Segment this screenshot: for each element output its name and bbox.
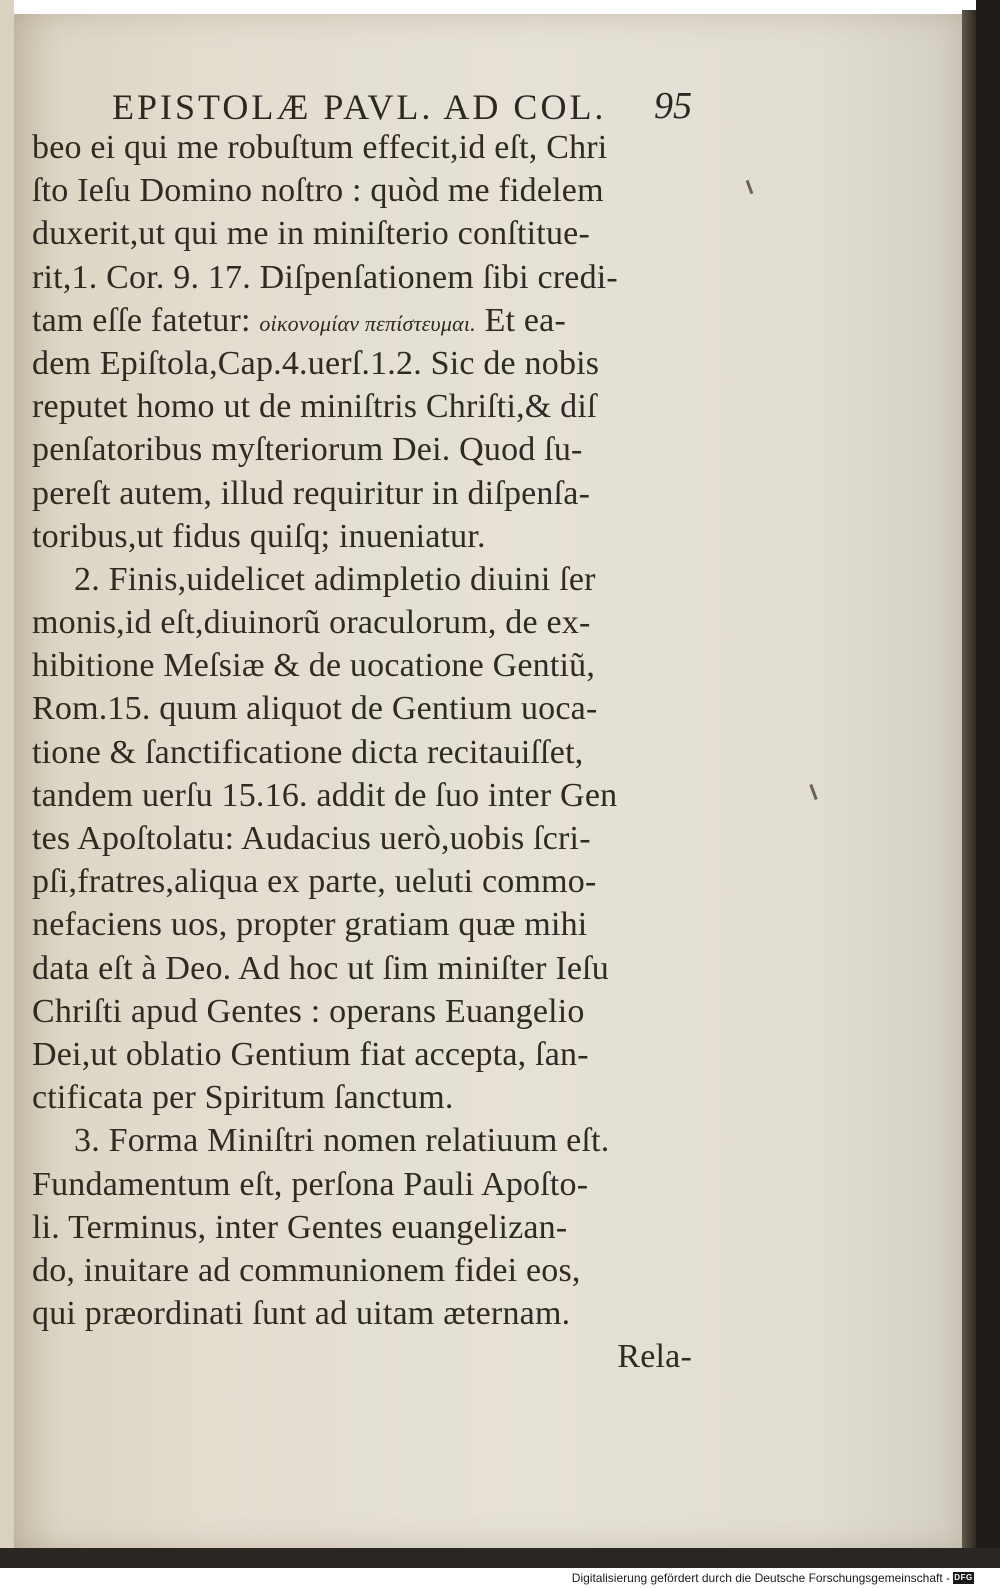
text-line: Rom.15. quum aliquot de Gentium uoca-: [32, 690, 598, 728]
text-line: pereſt autem, illud requiritur in diſpenſa-: [32, 474, 591, 512]
line-suffix: Et ea-: [484, 301, 566, 339]
text-line: Dei,ut oblatio Gentium fiat accepta, ſan-: [32, 1035, 589, 1073]
paragraph-start: 3. Forma Miniſtri nomen relatiuum eſt.: [74, 1122, 610, 1160]
footer-credit: Digitalisierung gefördert durch die Deutsche Forschungsgemeinschaft -: [571, 1571, 950, 1585]
text-line-greek: [32, 299, 692, 342]
text-line: ſto Ieſu Domino noſtro : quòd me fidelem: [32, 172, 604, 210]
text-line: qui præordinati ſunt ad uitam æternam.: [32, 1295, 571, 1333]
text-line: monis,id eſt,diuinorũ oraculorum, de ex-: [32, 604, 591, 642]
bottom-strip: [0, 1548, 1000, 1568]
text-line: do, inuitare ad communionem fidei eos,: [32, 1251, 581, 1289]
page-number: 95: [654, 85, 692, 127]
text-line: duxerit,ut qui me in miniſterio conſtitue-: [32, 215, 590, 253]
text-line: nefaciens uos, propter gratiam quæ mihi: [32, 906, 588, 944]
text-line: rit,1. Cor. 9. 17. Diſpenſationem ſibi credi-: [32, 258, 618, 296]
text-line: dem Epiſtola,Cap.4.uerſ.1.2. Sic de nobis: [32, 344, 600, 382]
text-line: ctificata per Spiritum ſanctum.: [32, 1079, 454, 1117]
text-line: tione & ſanctificatione dicta recitauiſſet,: [32, 733, 584, 771]
text-line: data eſt à Deo. Ad hoc ut ſim miniſter Ieſu: [32, 949, 610, 987]
catchword: Rela-: [617, 1338, 692, 1376]
text-line: penſatoribus myſteriorum Dei. Quod ſu-: [32, 431, 583, 469]
text-line: reputet homo ut de miniſtris Chriſti,& diſ: [32, 388, 597, 426]
text-line: Fundamentum eſt, perſona Pauli Apoſto-: [32, 1165, 589, 1203]
text-line: hibitione Meſsiæ & de uocatione Gentiũ,: [32, 647, 596, 685]
text-line: tandem uerſu 15.16. addit de ſuo inter Gen: [32, 776, 618, 814]
greek-phrase: οἰκονομίαν πεπίστευμαι.: [259, 310, 476, 336]
text-line: toribus,ut fidus quiſq; inueniatur.: [32, 517, 486, 555]
page-edge: [962, 10, 976, 1552]
page-header: [112, 80, 692, 128]
dfg-logo: DFG: [954, 1573, 973, 1582]
running-head: EPISTOLÆ PAVL. AD COL.: [112, 87, 607, 127]
body-text: [32, 126, 692, 1378]
paragraph-start: 2. Finis,uidelicet adimpletio diuini ſer: [74, 560, 596, 598]
text-line: tes Apoſtolatu: Audacius uerò,uobis ſcri-: [32, 820, 591, 857]
text-line: beo ei qui me robuſtum effecit,id eſt, Chri: [32, 129, 608, 166]
text-line: Chriſti apud Gentes : operans Euangelio: [32, 992, 585, 1030]
left-margin: [0, 0, 14, 1560]
line-prefix: tam eſſe fatetur:: [32, 301, 251, 339]
text-line: pſi,fratres,aliqua ex parte, ueluti commo-: [32, 863, 597, 901]
scanner-bed: [976, 0, 1000, 1560]
text-line: li. Terminus, inter Gentes euangelizan-: [32, 1208, 568, 1246]
